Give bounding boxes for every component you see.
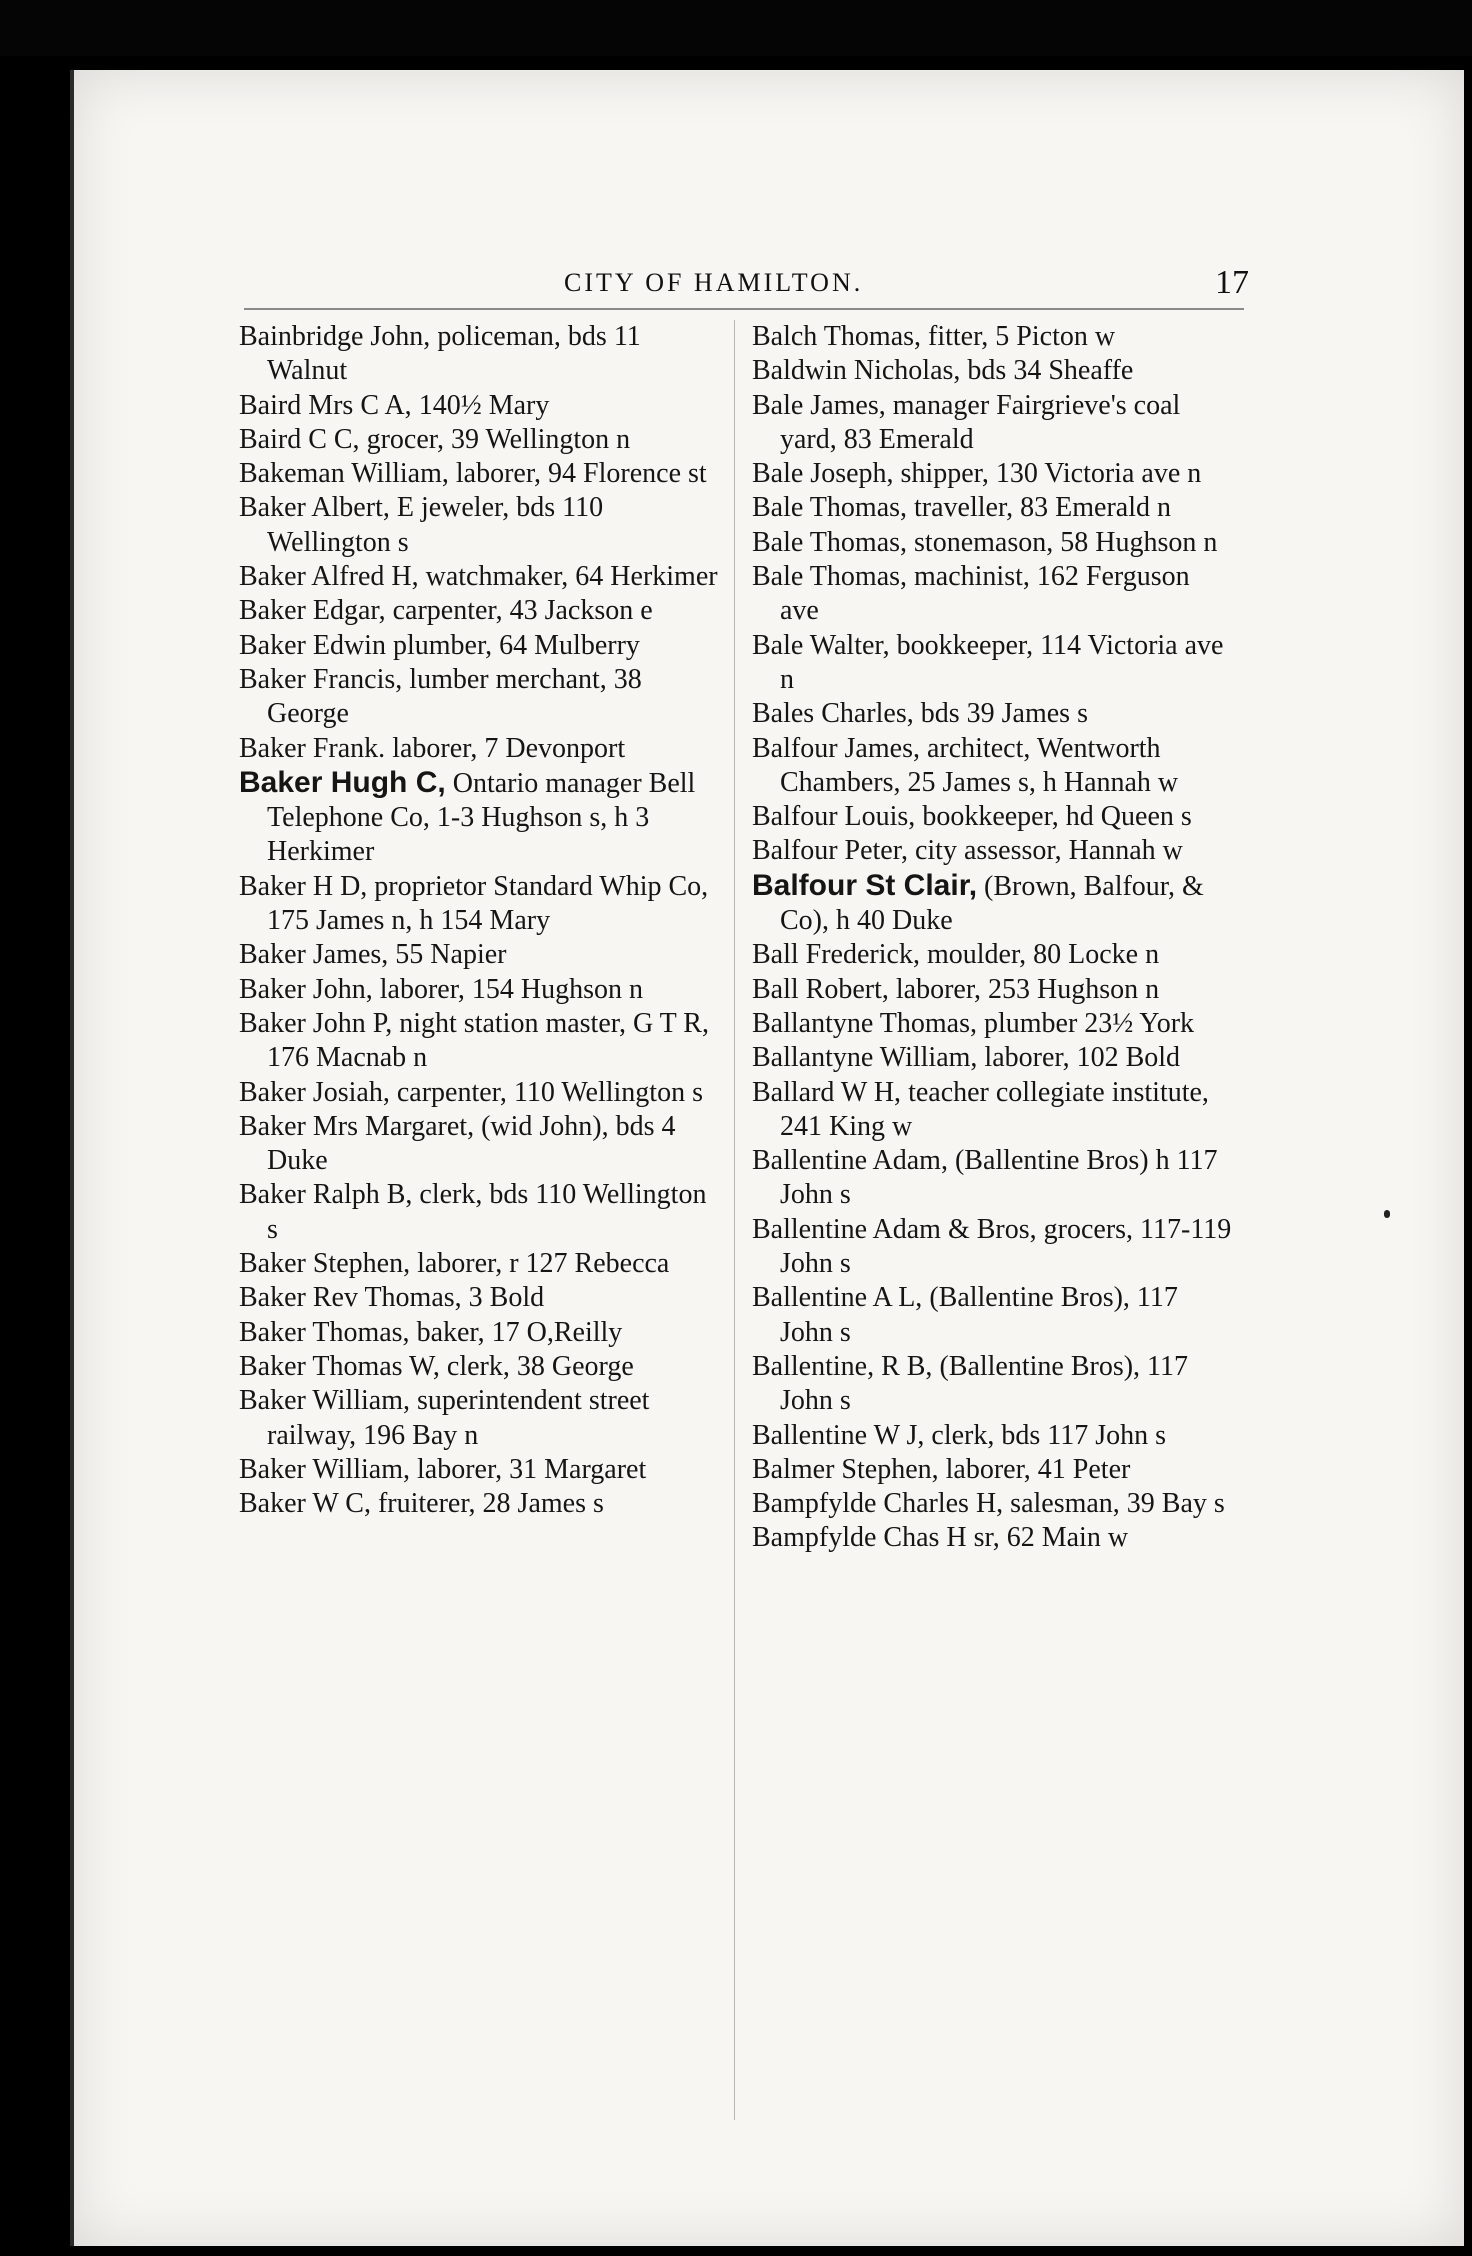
directory-entry — [752, 1144, 1232, 1213]
entry-details: grocers, 117-119 John s — [780, 1213, 1232, 1280]
directory-entry — [752, 1076, 1232, 1145]
entry-details: clerk, 38 George — [439, 1350, 634, 1382]
entry-details: (Ballentine Bros) h 117 John s — [780, 1145, 1218, 1211]
directory-entry — [752, 732, 1232, 801]
entry-name: Balfour James, — [752, 732, 920, 764]
directory-entry — [239, 938, 719, 972]
entry-details: Ontario manager Bell Telephone Co, 1-3 Hughson s, h 3 Herkimer — [267, 767, 696, 868]
entry-name: Baker Edgar, — [239, 595, 386, 627]
entry-details: clerk, bds 110 Wellington s — [267, 1179, 707, 1245]
entry-name: Baker William, — [239, 1385, 410, 1417]
entry-name: Bale Joseph, — [752, 458, 894, 490]
entry-name: Ballentine W J, — [752, 1419, 925, 1451]
entry-name: Ball Robert, — [752, 973, 889, 1005]
directory-entry — [752, 320, 1232, 354]
entry-name: Baker James, — [239, 939, 389, 971]
directory-entry — [239, 870, 719, 939]
directory-entry — [752, 869, 1232, 939]
right-column — [752, 320, 1232, 1556]
entry-name: Bainbridge John, — [239, 321, 431, 352]
entry-details: (Ballentine Bros), 117 John s — [780, 1282, 1178, 1348]
entry-name: Baldwin Nicholas, — [752, 355, 961, 387]
entry-name: Balch Thomas, — [752, 321, 922, 352]
entry-name: Balfour Peter, — [752, 835, 908, 867]
entry-details: grocer, 39 Wellington n — [359, 423, 631, 455]
directory-entry — [239, 1110, 719, 1179]
directory-entry — [752, 1521, 1232, 1555]
directory-entry — [752, 973, 1232, 1007]
directory-entry — [752, 1487, 1232, 1521]
entry-details: plumber, 64 Mulberry — [385, 629, 640, 661]
directory-entry — [239, 732, 719, 766]
directory-entry — [239, 629, 719, 663]
entry-details: laborer, 41 Peter — [938, 1453, 1131, 1485]
entry-details: night station master, G T R, 176 Macnab n — [267, 1007, 709, 1074]
entry-details: (Ballentine Bros), 117 John s — [780, 1350, 1189, 1417]
entry-name: Ballentine Adam & Bros, — [752, 1213, 1037, 1245]
entry-name: Bale James, — [752, 389, 886, 421]
entry-details: (Brown, Balfour, & Co), h 40 Duke — [780, 870, 1204, 937]
entry-name: Baker Frank. — [239, 732, 386, 764]
entry-details: 62 Main w — [999, 1522, 1129, 1554]
entry-details: laborer, 102 Bold — [977, 1042, 1181, 1074]
entry-name: Baker W C, — [239, 1488, 371, 1520]
entry-name: Baker Albert, E — [239, 492, 414, 524]
entry-details: lumber merchant, 38 George — [267, 663, 642, 730]
page-header — [74, 260, 1464, 320]
directory-entry — [752, 1419, 1232, 1453]
entry-details: carpenter, 110 Wellington s — [389, 1076, 703, 1108]
entry-details: laborer, r 127 Rebecca — [410, 1248, 670, 1280]
entry-name: Balfour Louis, — [752, 801, 916, 833]
entry-name: Baker Francis, — [239, 663, 403, 695]
entry-details: moulder, 80 Locke n — [919, 939, 1160, 971]
running-title: CITY OF HAMILTON. — [564, 268, 864, 297]
directory-entry — [752, 1350, 1232, 1419]
directory-entry — [752, 1213, 1232, 1282]
directory-entry — [239, 423, 719, 457]
entry-name: Baker Rev Thomas, — [239, 1282, 462, 1314]
entry-details: shipper, 130 Victoria ave n — [893, 458, 1202, 490]
directory-entry — [239, 766, 719, 870]
directory-entry — [239, 560, 719, 594]
entry-name: Bale Walter, — [752, 629, 890, 661]
entry-name: Ballentine A L, — [752, 1282, 923, 1314]
directory-entry — [239, 320, 719, 389]
entry-details: carpenter, 43 Jackson e — [385, 595, 653, 627]
entry-name: Baker Mrs Margaret, — [239, 1110, 475, 1142]
entry-details: traveller, 83 Emerald n — [907, 492, 1172, 524]
directory-entry — [239, 389, 719, 423]
directory-entry — [752, 457, 1232, 491]
directory-entry — [752, 1007, 1232, 1041]
entry-details: (wid John), bds 4 Duke — [267, 1110, 676, 1177]
entry-name: Baker John P, — [239, 1007, 393, 1039]
directory-entry — [752, 560, 1232, 629]
entry-details: laborer, 31 Margaret — [409, 1453, 647, 1485]
left-column — [239, 320, 719, 1521]
directory-entry — [752, 389, 1232, 458]
entry-details: baker, 17 O,Reilly — [409, 1316, 623, 1348]
entry-details: city assessor, Hannah w — [907, 835, 1183, 867]
page-number: 17 — [1215, 264, 1249, 301]
entry-name: Balmer Stephen, — [752, 1453, 939, 1485]
entry-name: Bale Thomas, — [752, 492, 908, 524]
directory-entry — [752, 938, 1232, 972]
entry-name: Ball Frederick, — [752, 939, 920, 971]
entry-details: bookkeeper, 114 Victoria ave n — [780, 629, 1224, 695]
entry-details: plumber 23½ York — [977, 1007, 1195, 1039]
entry-details: machinist, 162 Ferguson ave — [780, 561, 1190, 627]
entry-details: laborer, 94 Florence st — [448, 458, 707, 490]
scan-border-top — [0, 0, 1472, 56]
entry-name: Baker H D, — [239, 870, 368, 902]
directory-entry — [752, 629, 1232, 698]
directory-entry — [239, 594, 719, 628]
entry-name: Bampfylde Charles H, — [752, 1488, 1004, 1520]
entry-details: bds 34 Sheaffe — [960, 355, 1134, 387]
directory-entry — [239, 491, 719, 560]
entry-name: Baker Stephen, — [239, 1248, 411, 1280]
entry-details: stonemason, 58 Hughson n — [907, 526, 1218, 558]
entry-details: jeweler, bds 110 Wellington s — [267, 492, 604, 558]
directory-entry — [239, 663, 719, 732]
directory-entry — [239, 1178, 719, 1247]
entry-details: clerk, bds 117 John s — [924, 1419, 1166, 1451]
directory-entry — [752, 1041, 1232, 1075]
entry-details: laborer, 253 Hughson n — [888, 973, 1160, 1005]
scan-speck — [1384, 1210, 1390, 1218]
directory-entry — [239, 1350, 719, 1384]
directory-entry — [239, 1453, 719, 1487]
directory-entry — [752, 1281, 1232, 1350]
entry-name: Ballentine Adam, — [752, 1145, 948, 1177]
entry-details: 140½ Mary — [411, 389, 550, 421]
entry-name: Baker Thomas W, — [239, 1350, 440, 1382]
entry-details: watchmaker, 64 Herkimer — [418, 561, 718, 593]
entry-name: Bale Thomas, — [752, 526, 908, 558]
entry-details: policeman, bds 11 Walnut — [267, 321, 641, 387]
directory-entry — [239, 1487, 719, 1521]
entry-name: Bales Charles, — [752, 698, 914, 730]
column-divider — [734, 320, 735, 2120]
entry-details: fitter, 5 Picton w — [921, 321, 1116, 352]
directory-entry — [752, 834, 1232, 868]
directory-entry — [239, 973, 719, 1007]
entry-name: Baker Ralph B, — [239, 1179, 413, 1211]
entry-details: 3 Bold — [461, 1282, 545, 1314]
directory-entry — [239, 1247, 719, 1281]
entry-name: Bampfylde Chas H sr, — [752, 1522, 1000, 1554]
entry-name: Baker Thomas, — [239, 1316, 410, 1348]
entry-name: Baird C C, — [239, 423, 360, 455]
directory-entry — [239, 1076, 719, 1110]
directory-entry — [239, 457, 719, 491]
entry-details: salesman, 39 Bay s — [1003, 1488, 1225, 1520]
entry-name: Ballard W H, — [752, 1076, 902, 1108]
entry-details: bookkeeper, hd Queen s — [915, 801, 1192, 833]
entry-details: 55 Napier — [388, 939, 507, 971]
directory-page — [70, 70, 1464, 2246]
entry-details: manager Fairgrieve's coal yard, 83 Emerald — [780, 389, 1181, 455]
entry-details: superintendent street railway, 196 Bay n — [267, 1385, 650, 1451]
entry-name: Ballantyne William, — [752, 1042, 978, 1074]
entry-name: Baker William, — [239, 1453, 410, 1485]
directory-entry — [239, 1281, 719, 1315]
directory-entry — [752, 491, 1232, 525]
entry-name: Balfour St Clair, — [752, 868, 978, 902]
entry-name: Baker Alfred H, — [239, 561, 419, 593]
entry-details: laborer, 7 Devonport — [385, 732, 626, 764]
entry-name: Baker Josiah, — [239, 1076, 390, 1108]
directory-entry — [239, 1007, 719, 1076]
directory-entry — [752, 526, 1232, 560]
entry-name: Ballentine, R B, — [752, 1350, 933, 1382]
entry-details: fruiterer, 28 James s — [370, 1488, 604, 1520]
entry-details: laborer, 154 Hughson n — [372, 973, 644, 1005]
entry-name: Baker Edwin — [239, 629, 386, 661]
header-rule — [244, 308, 1244, 310]
entry-name: Baker Hugh C, — [239, 765, 446, 799]
directory-entry — [752, 1453, 1232, 1487]
entry-details: architect, Wentworth Chambers, 25 James s, h Hannah w — [780, 732, 1179, 798]
directory-entry — [752, 697, 1232, 731]
directory-entry — [752, 800, 1232, 834]
entry-details: teacher collegiate institute, 241 King w — [780, 1076, 1209, 1142]
entry-details: proprietor Standard Whip Co, 175 James n, h 154 Mary — [267, 870, 709, 937]
directory-entry — [239, 1316, 719, 1350]
entry-name: Ballantyne Thomas, — [752, 1007, 977, 1039]
entry-details: bds 39 James s — [913, 698, 1088, 730]
entry-name: Bale Thomas, — [752, 561, 908, 593]
directory-entry — [752, 354, 1232, 388]
entry-name: Bakeman William, — [239, 458, 449, 490]
entry-name: Baker John, — [239, 973, 373, 1005]
directory-entry — [239, 1384, 719, 1453]
entry-name: Baird Mrs C A, — [239, 389, 412, 421]
